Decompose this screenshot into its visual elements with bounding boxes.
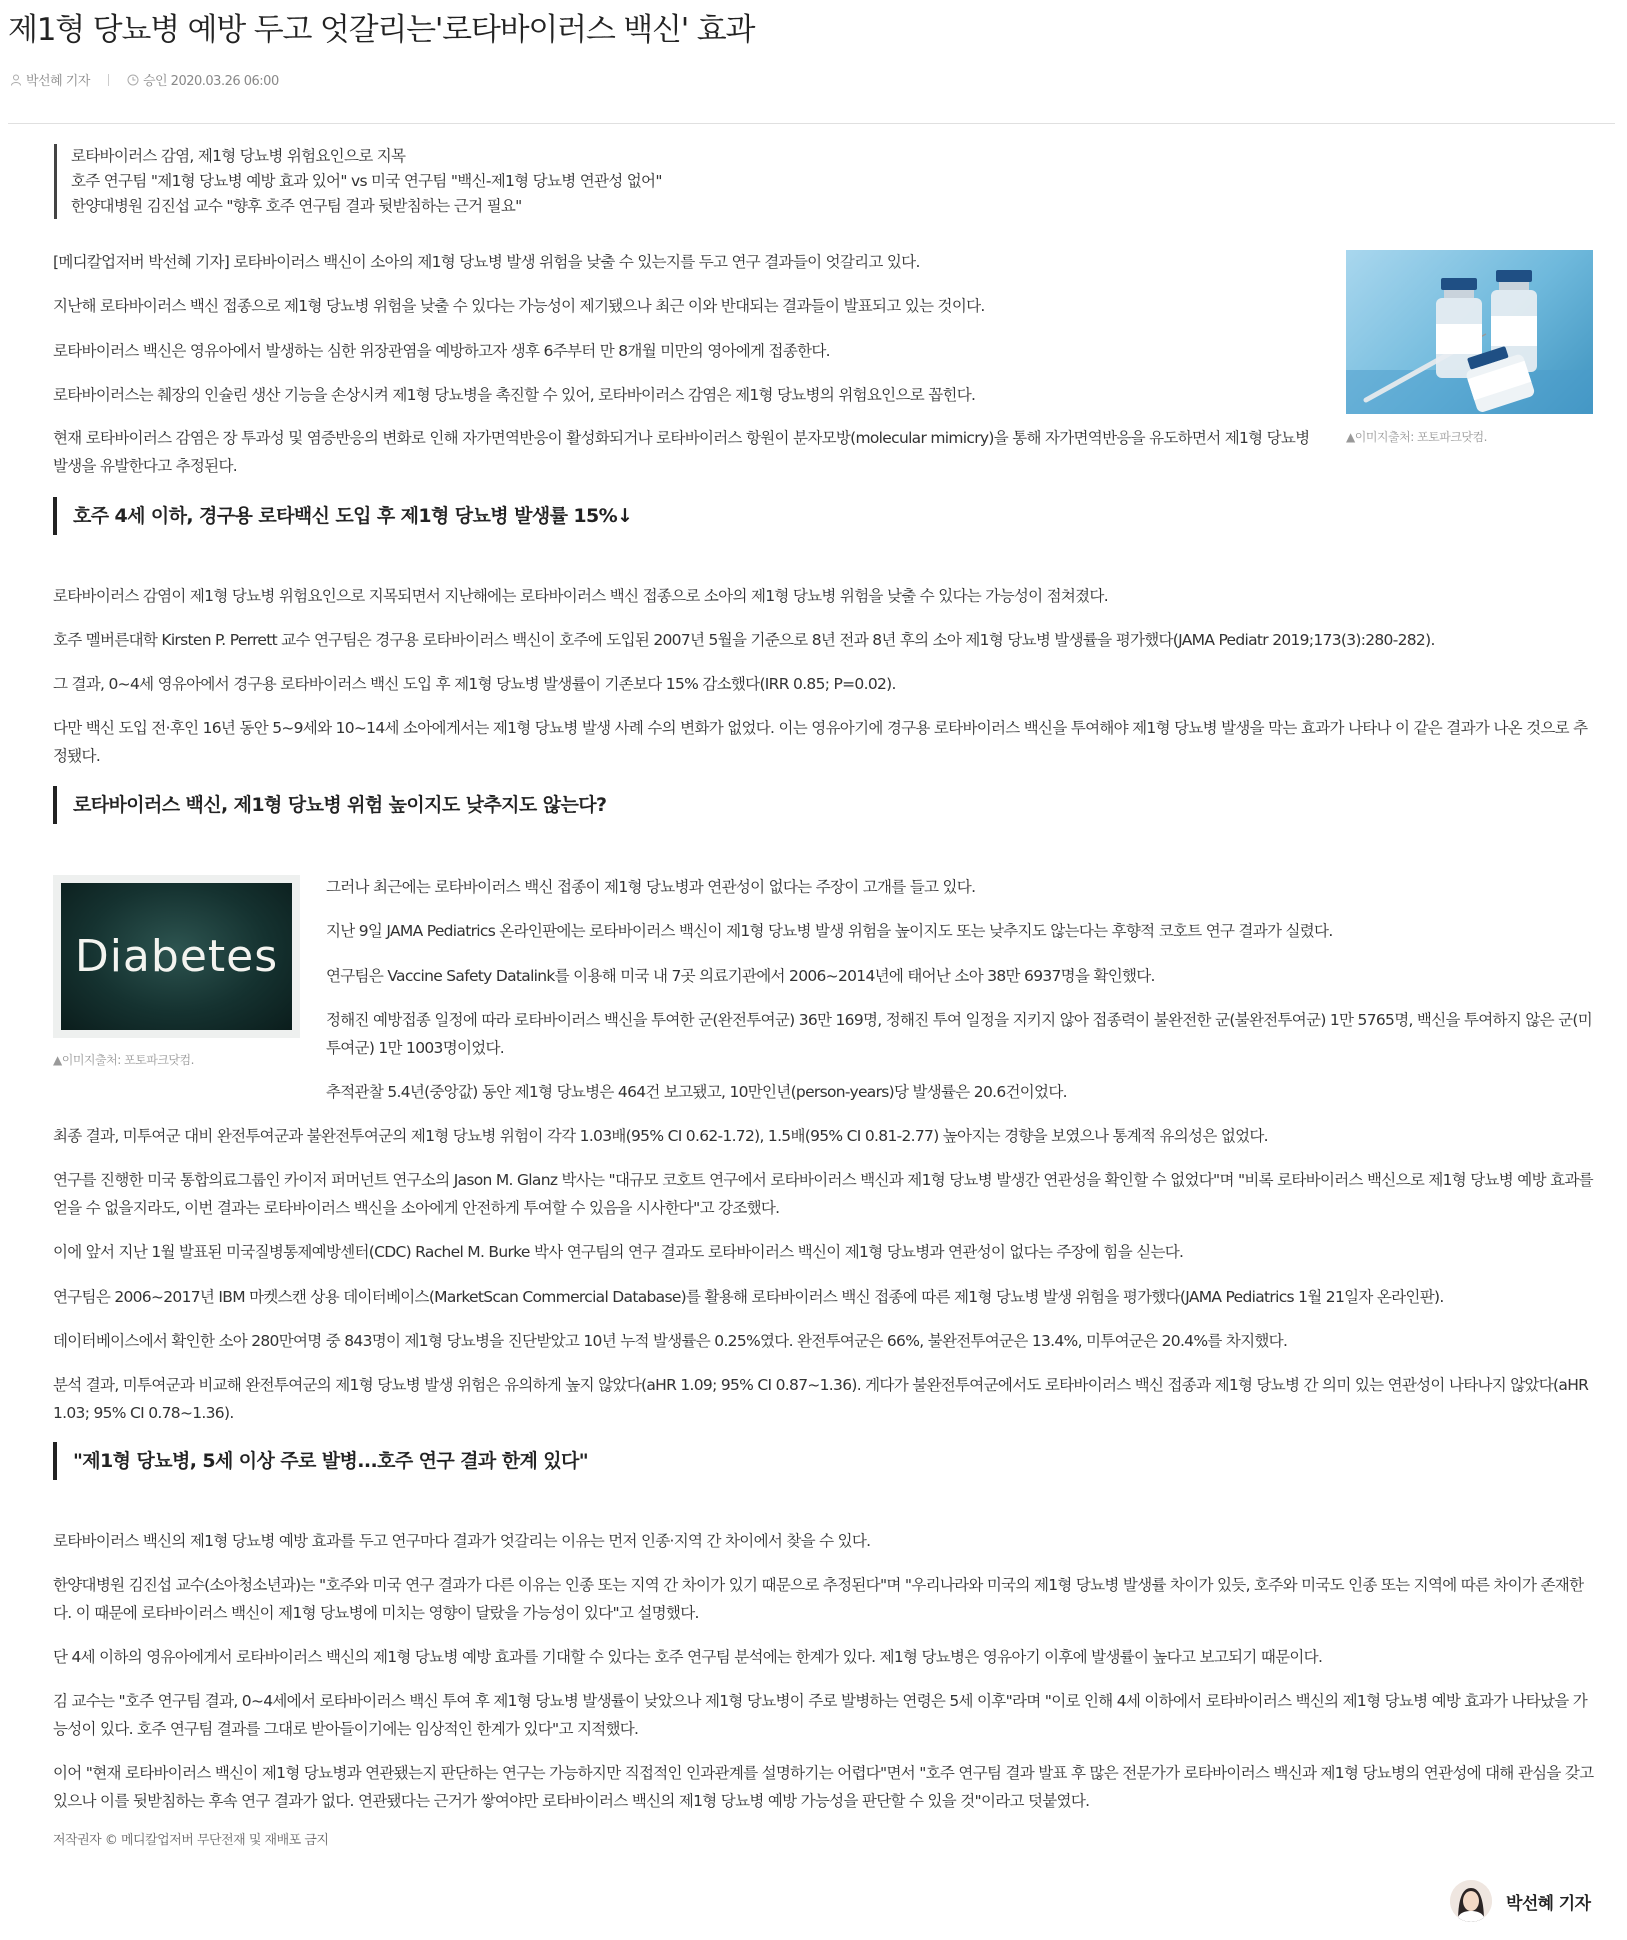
body-paragraph: 로타바이러스 백신의 제1형 당뇨병 예방 효과를 두고 연구마다 결과가 엇갈리는 이유는 먼저 인종·지역 간 차이에서 찾을 수 있다. — [53, 1532, 871, 1550]
copyright-notice: 저작권자 © 메디칼업저버 무단전재 및 재배포 금지 — [53, 1833, 329, 1848]
diabetes-chalkboard — [61, 883, 292, 1030]
body-paragraph: 이에 앞서 지난 1월 발표된 미국질병통제예방센터(CDC) Rachel M. Burke 박사 연구팀의 연구 결과도 로타바이러스 백신이 제1형 당뇨병과 연관성이 없다는 주장에 힘을 싣는다. — [53, 1243, 1184, 1261]
subtitle-line: 로타바이러스 감염, 제1형 당뇨병 위험요인으로 지목 — [71, 147, 406, 165]
body-paragraph: [메디칼업저버 박선혜 기자] 로타바이러스 백신이 소아의 제1형 당뇨병 발생 위험을 낮출 수 있는지를 두고 연구 결과들이 엇갈리고 있다. — [53, 253, 920, 271]
article-author[interactable]: 박선혜 기자 — [26, 74, 90, 89]
body-paragraph: 한양대병원 김진섭 교수(소아청소년과)는 "호주와 미국 연구 결과가 다른 이유는 인종 또는 지역 간 차이가 있기 때문으로 추정된다"며 "우리나라와 미국의 제1형 당뇨병 발생률 차이가 있듯, 호주와 미국도 인종 또는 지역에 따른 차이가 존재한다. 이 때문에 로타바이러스 백신이 제1형 당뇨병에 미치는 영향이 달랐을 가능성이 있다"고 설명했다. — [53, 1576, 1584, 1622]
body-paragraph: 단 4세 이하의 영유아에게서 로타바이러스 백신의 제1형 당뇨병 예방 효과를 기대할 수 있다는 호주 연구팀 분석에는 한계가 있다. 제1형 당뇨병은 영유아기 이후에 발생률이 높다고 보고되기 때문이다. — [53, 1648, 1323, 1666]
body-paragraph: 현재 로타바이러스 감염은 장 투과성 및 염증반응의 변화로 인해 자가면역반응이 활성화되거나 로타바이러스 항원이 분자모방(molecular mimicry)을 통해 자가면역반응을 유도하면서 제1형 당뇨병 발생을 유발한다고 추정된다. — [53, 429, 1310, 475]
body-paragraph: 정해진 예방접종 일정에 따라 로타바이러스 백신을 투여한 군(완전투여군) 36만 169명, 정해진 투여 일정을 지키지 않아 접종력이 불완전한 군(불완전투여군) 1만 5765명, 백신을 투여하지 않은 군(미투여군) 1만 1003명이었다. — [326, 1011, 1592, 1057]
body-paragraph: 그 결과, 0~4세 영유아에서 경구용 로타바이러스 백신 도입 후 제1형 당뇨병 발생률이 기존보다 15% 감소했다(IRR 0.85; P=0.02). — [53, 675, 896, 693]
body-paragraph: 연구팀은 2006~2017년 IBM 마켓스캔 상용 데이터베이스(MarketScan Commercial Database)를 활용해 로타바이러스 백신 접종에 따른 제1형 당뇨병 발생 위험을 평가했다(JAMA Pediatrics 1월 21일자 온라인판). — [53, 1288, 1444, 1306]
author-box[interactable] — [1450, 1880, 1590, 1922]
body-paragraph: 지난해 로타바이러스 백신 접종으로 제1형 당뇨병 위험을 낮출 수 있다는 가능성이 제기됐으나 최근 이와 반대되는 결과들이 발표되고 있는 것이다. — [53, 297, 985, 315]
body-paragraph: 로타바이러스 감염이 제1형 당뇨병 위험요인으로 지목되면서 지난해에는 로타바이러스 백신 접종으로 소아의 제1형 당뇨병 위험을 낮출 수 있다는 가능성이 점쳐졌다. — [53, 587, 1108, 605]
vaccine-image — [1346, 250, 1593, 414]
body-paragraph: 호주 멜버른대학 Kirsten P. Perrett 교수 연구팀은 경구용 로타바이러스 백신이 호주에 도입된 2007년 5월을 기준으로 8년 전과 8년 후의 소아 제1형 당뇨병 발생률을 평가했다(JAMA Pediatr 2019;173(3):280-282). — [53, 631, 1435, 649]
article-meta — [10, 70, 279, 89]
body-paragraph: 이어 "현재 로타바이러스 백신이 제1형 당뇨병과 연관됐는지 판단하는 연구는 가능하지만 직접적인 인과관계를 설명하기는 어렵다"면서 "호주 연구팀 결과 발표 후 많은 전문가가 로타바이러스 백신과 제1형 당뇨병의 연관성에 대해 관심을 갖고 있으나 이를 뒷받침하는 후속 연구 결과가 없다. 연관됐다는 근거가 쌓여야만 로타바이러스 백신의 제1형 당뇨병 예방 가능성을 판단할 수 있을 것"이라고 덧붙였다. — [53, 1764, 1594, 1810]
body-paragraph: 최종 결과, 미투여군 대비 완전투여군과 불완전투여군의 제1형 당뇨병 위험이 각각 1.03배(95% CI 0.62-1.72), 1.5배(95% CI 0.81-2.77) 높아지는 경향을 보였으나 통계적 유의성은 없었다. — [53, 1127, 1268, 1145]
body-paragraph: 추적관찰 5.4년(중앙값) 동안 제1형 당뇨병은 464건 보고됐고, 10만인년(person-years)당 발생률은 20.6건이었다. — [326, 1083, 1067, 1101]
body-paragraph: 다만 백신 도입 전·후인 16년 동안 5~9세와 10~14세 소아에게서는 제1형 당뇨병 발생 사례 수의 변화가 없었다. 이는 영유아기에 경구용 로타바이러스 백신을 투여해야 제1형 당뇨병 발생을 막는 효과가 나타나 이 같은 결과가 나온 것으로 추정됐다. — [53, 719, 1588, 765]
image-caption: ▲이미지출처: 포토파크닷컴. — [1346, 430, 1487, 444]
header-divider — [8, 123, 1615, 124]
body-paragraph: 연구팀은 Vaccine Safety Datalink를 이용해 미국 내 7곳 의료기관에서 2006~2014년에 태어난 소아 38만 6937명을 확인했다. — [326, 967, 1155, 985]
section-heading: 호주 4세 이하, 경구용 로타백신 도입 후 제1형 당뇨병 발생률 15%↓ — [53, 497, 632, 535]
body-paragraph: 연구를 진행한 미국 통합의료그룹인 카이저 퍼머넌트 연구소의 Jason M. Glanz 박사는 "대규모 코호트 연구에서 로타바이러스 백신과 제1형 당뇨병 발생간 연관성을 확인할 수 없었다"며 "비록 로타바이러스 백신으로 제1형 당뇨병 예방 효과를 얻을 수 없을지라도, 이번 결과는 로타바이러스 백신을 소아에게 안전하게 투여할 수 있음을 시사한다"고 강조했다. — [53, 1171, 1593, 1217]
author-photo-icon — [1450, 1880, 1492, 1922]
avatar — [1450, 1880, 1492, 1922]
clock-icon — [127, 74, 139, 86]
person-icon — [10, 74, 22, 86]
section-heading: 로타바이러스 백신, 제1형 당뇨병 위험 높이지도 낮추지도 않는다? — [53, 786, 606, 824]
approved-date: 승인 2020.03.26 06:00 — [142, 74, 279, 89]
article-title: 제1형 당뇨병 예방 두고 엇갈리는'로타바이러스 백신' 효과 — [8, 12, 755, 48]
body-paragraph: 김 교수는 "호주 연구팀 결과, 0~4세에서 로타바이러스 백신 투여 후 제1형 당뇨병 발생률이 낮았으나 제1형 당뇨병이 주로 발병하는 연령은 5세 이후"라며 "이로 인해 4세 이하에서 로타바이러스 백신의 제1형 당뇨병 예방 효과가 나타났을 가능성이 있다. 호주 연구팀 결과를 그대로 받아들이기에는 임상적인 한계가 있다"고 지적했다. — [53, 1692, 1588, 1738]
body-paragraph: 그러나 최근에는 로타바이러스 백신 접종이 제1형 당뇨병과 연관성이 없다는 주장이 고개를 들고 있다. — [326, 878, 976, 896]
vaccine-vials-illustration — [1346, 250, 1593, 414]
meta-divider — [108, 74, 109, 86]
author-box-name[interactable]: 박선혜 기자 — [1506, 1893, 1591, 1914]
section-heading: "제1형 당뇨병, 5세 이상 주로 발병...호주 연구 결과 한계 있다" — [53, 1442, 588, 1480]
body-paragraph: 데이터베이스에서 확인한 소아 280만여명 중 843명이 제1형 당뇨병을 진단받았고 10년 누적 발생률은 0.25%였다. 완전투여군은 66%, 불완전투여군은 13.4%, 미투여군은 20.4%를 차지했다. — [53, 1332, 1288, 1350]
diabetes-image-text: Diabetes — [74, 931, 279, 982]
body-paragraph: 로타바이러스 백신은 영유아에서 발생하는 심한 위장관염을 예방하고자 생후 6주부터 만 8개월 미만의 영아에게 접종한다. — [53, 342, 830, 360]
diabetes-image — [53, 875, 300, 1038]
body-paragraph: 분석 결과, 미투여군과 비교해 완전투여군의 제1형 당뇨병 발생 위험은 유의하게 높지 않았다(aHR 1.09; 95% CI 0.87~1.36). 게다가 불완전투여군에서도 로타바이러스 백신 접종과 제1형 당뇨병 간 의미 있는 연관성이 나타나지 않았다(aHR 1.03; 95% CI 0.78~1.36). — [53, 1376, 1589, 1422]
image-caption: ▲이미지출처: 포토파크닷컴. — [53, 1053, 194, 1067]
body-paragraph: 지난 9일 JAMA Pediatrics 온라인판에는 로타바이러스 백신이 제1형 당뇨병 발생 위험을 높이지도 또는 낮추지도 않는다는 후향적 코호트 연구 결과가 실렸다. — [326, 922, 1333, 940]
subtitle-line: 호주 연구팀 "제1형 당뇨병 예방 효과 있어" vs 미국 연구팀 "백신-제1형 당뇨병 연관성 없어" — [71, 172, 662, 190]
body-paragraph: 로타바이러스는 췌장의 인슐린 생산 기능을 손상시켜 제1형 당뇨병을 촉진할 수 있어, 로타바이러스 감염은 제1형 당뇨병의 위험요인으로 꼽힌다. — [53, 386, 976, 404]
subtitle-line: 한양대병원 김진섭 교수 "향후 호주 연구팀 결과 뒷받침하는 근거 필요" — [71, 197, 522, 215]
article-subtitles — [54, 144, 662, 219]
